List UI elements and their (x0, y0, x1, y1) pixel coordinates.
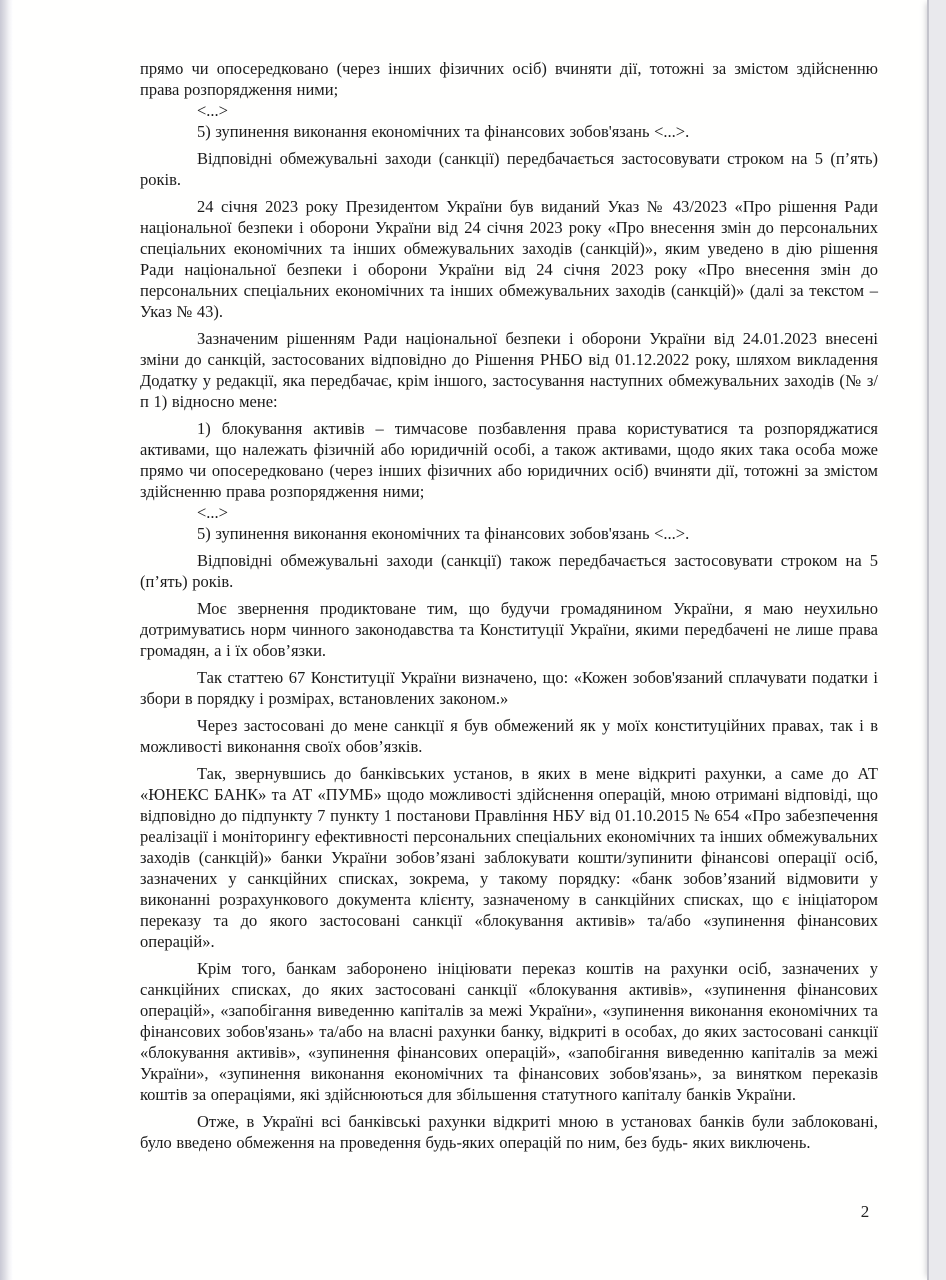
scan-right-edge (927, 0, 946, 1280)
paragraph-sanctions-term-1: Відповідні обмежувальні заходи (санкції) передбачається застосовувати строком на 5 (п’ять) років. (140, 149, 878, 189)
paragraph-bank-responses: Так, звернувшись до банківських установ, в яких в мене відкриті рахунки, а саме до АТ «ЮНЕКС БАНК» та АТ «ПУМБ» щодо можливості здійснення операцій, мною отримані відповіді, що відповідно до підпункту 7 пункту 1 постанови Правління НБУ від 01.10.2015 № 654 «Про забезпечення реалізації і моніторингу ефективності персональних спеціальних економічних та інших обмежувальних заходів (санкцій)» банки України зобов’язані заблокувати кошти/зупинити фінансові операції осіб, зазначених у санкційних списках, зокрема, у такому порядку: «банк зобов’язаний відмовити у виконанні розрахункового документа клієнту, зазначеному в санкційних списках, що є ініціатором переказу та до якого застосовані санкції «блокування активів» та/або «зупинення фінансових операцій». (140, 764, 878, 951)
paragraph-asset-blocking: 1) блокування активів – тимчасове позбавлення права користуватися та розпоряджатися активами, що належать фізичній або юридичній особі, а також активами, щодо яких така особа може прямо чи опосередковано (через інших фізичних або юридичних осіб) вчиняти дії, тотожні за змістом здійсненню права розпорядження ними; (140, 419, 878, 501)
page-number: 2 (860, 1202, 870, 1221)
paragraph-continuation: прямо чи опосередковано (через інших фізичних осіб) вчиняти дії, тотожні за змістом здійсненню права розпорядження ними; (140, 59, 878, 99)
paragraph-conclusion-blocked: Отже, в Україні всі банківські рахунки відкриті мною в установах банків були заблоковані, було введено обмеження на проведення будь-яких операцій по ним, без будь- яких виключень. (140, 1112, 878, 1152)
scan-left-edge (0, 0, 13, 1280)
paragraph-constitution-67: Так статтею 67 Конституції України визначено, що: «Кожен зобов'язаний сплачувати податки і збори в порядку і розмірах, встановлених законом.» (140, 668, 878, 708)
paragraph-decree-43: 24 січня 2023 року Президентом України був виданий Указ № 43/2023 «Про рішення Ради національної безпеки і оборони України від 24 січня 2023 року «Про внесення змін до персональних спеціальних економічних та інших обмежувальних заходів (санкцій)», яким уведено в дію рішення Ради національної безпеки і оборони України від 24 січня 2023 року «Про внесення змін до персональних спеціальних економічних та інших обмежувальних заходів (санкцій)» (далі за текстом – Указ № 43). (140, 197, 878, 321)
ellipsis-placeholder-1: <...> (197, 101, 228, 120)
paragraph-rights-limited: Через застосовані до мене санкції я був обмежений як у моїх конституційних правах, так і в можливості виконання своїх обов’язків. (140, 716, 878, 756)
list-item-5-second: 5) зупинення виконання економічних та фінансових зобов'язань <...>. (197, 524, 690, 543)
paragraph-rnbo-decision: Зазначеним рішенням Ради національної безпеки і оборони України від 24.01.2023 внесені зміни до санкцій, застосованих відповідно до Рішення РНБО від 01.12.2022 року, шляхом викладення Додатку у редакції, яка передбачає, крім іншого, застосування наступних обмежувальних заходів (№ з/п 1) відносно мене: (140, 329, 878, 411)
paragraph-sanctions-term-2: Відповідні обмежувальні заходи (санкції) також передбачається застосовувати строком на 5 (п’ять) років. (140, 551, 878, 591)
document-body (140, 58, 878, 1159)
list-item-5-first: 5) зупинення виконання економічних та фінансових зобов'язань <...>. (197, 122, 690, 141)
paragraph-transfer-prohibition: Крім того, банкам заборонено ініціювати переказ коштів на рахунки осіб, зазначених у санкційних списках, до яких застосовані санкції «блокування активів», «зупинення фінансових операцій», «запобігання виведенню капіталів за межі України», «зупинення виконання економічних та фінансових зобов'язань» та/або на власні рахунки банку, відкриті в особах, до яких застосовані санкції «блокування активів», «зупинення фінансових операцій», «запобігання виведенню капіталів за межі України», «зупинення виконання економічних та фінансових зобов'язань», за винятком переказів коштів за операціями, які здійснюються для збільшення статутного капіталу банків України. (140, 959, 878, 1104)
ellipsis-placeholder-2: <...> (197, 503, 228, 522)
paragraph-appeal-motivation: Моє звернення продиктоване тим, що будучи громадянином України, я маю неухильно дотримуватись норм чинного законодавства та Конституції України, якими передбачені не лише права громадян, а і їх обов’язки. (140, 599, 878, 660)
